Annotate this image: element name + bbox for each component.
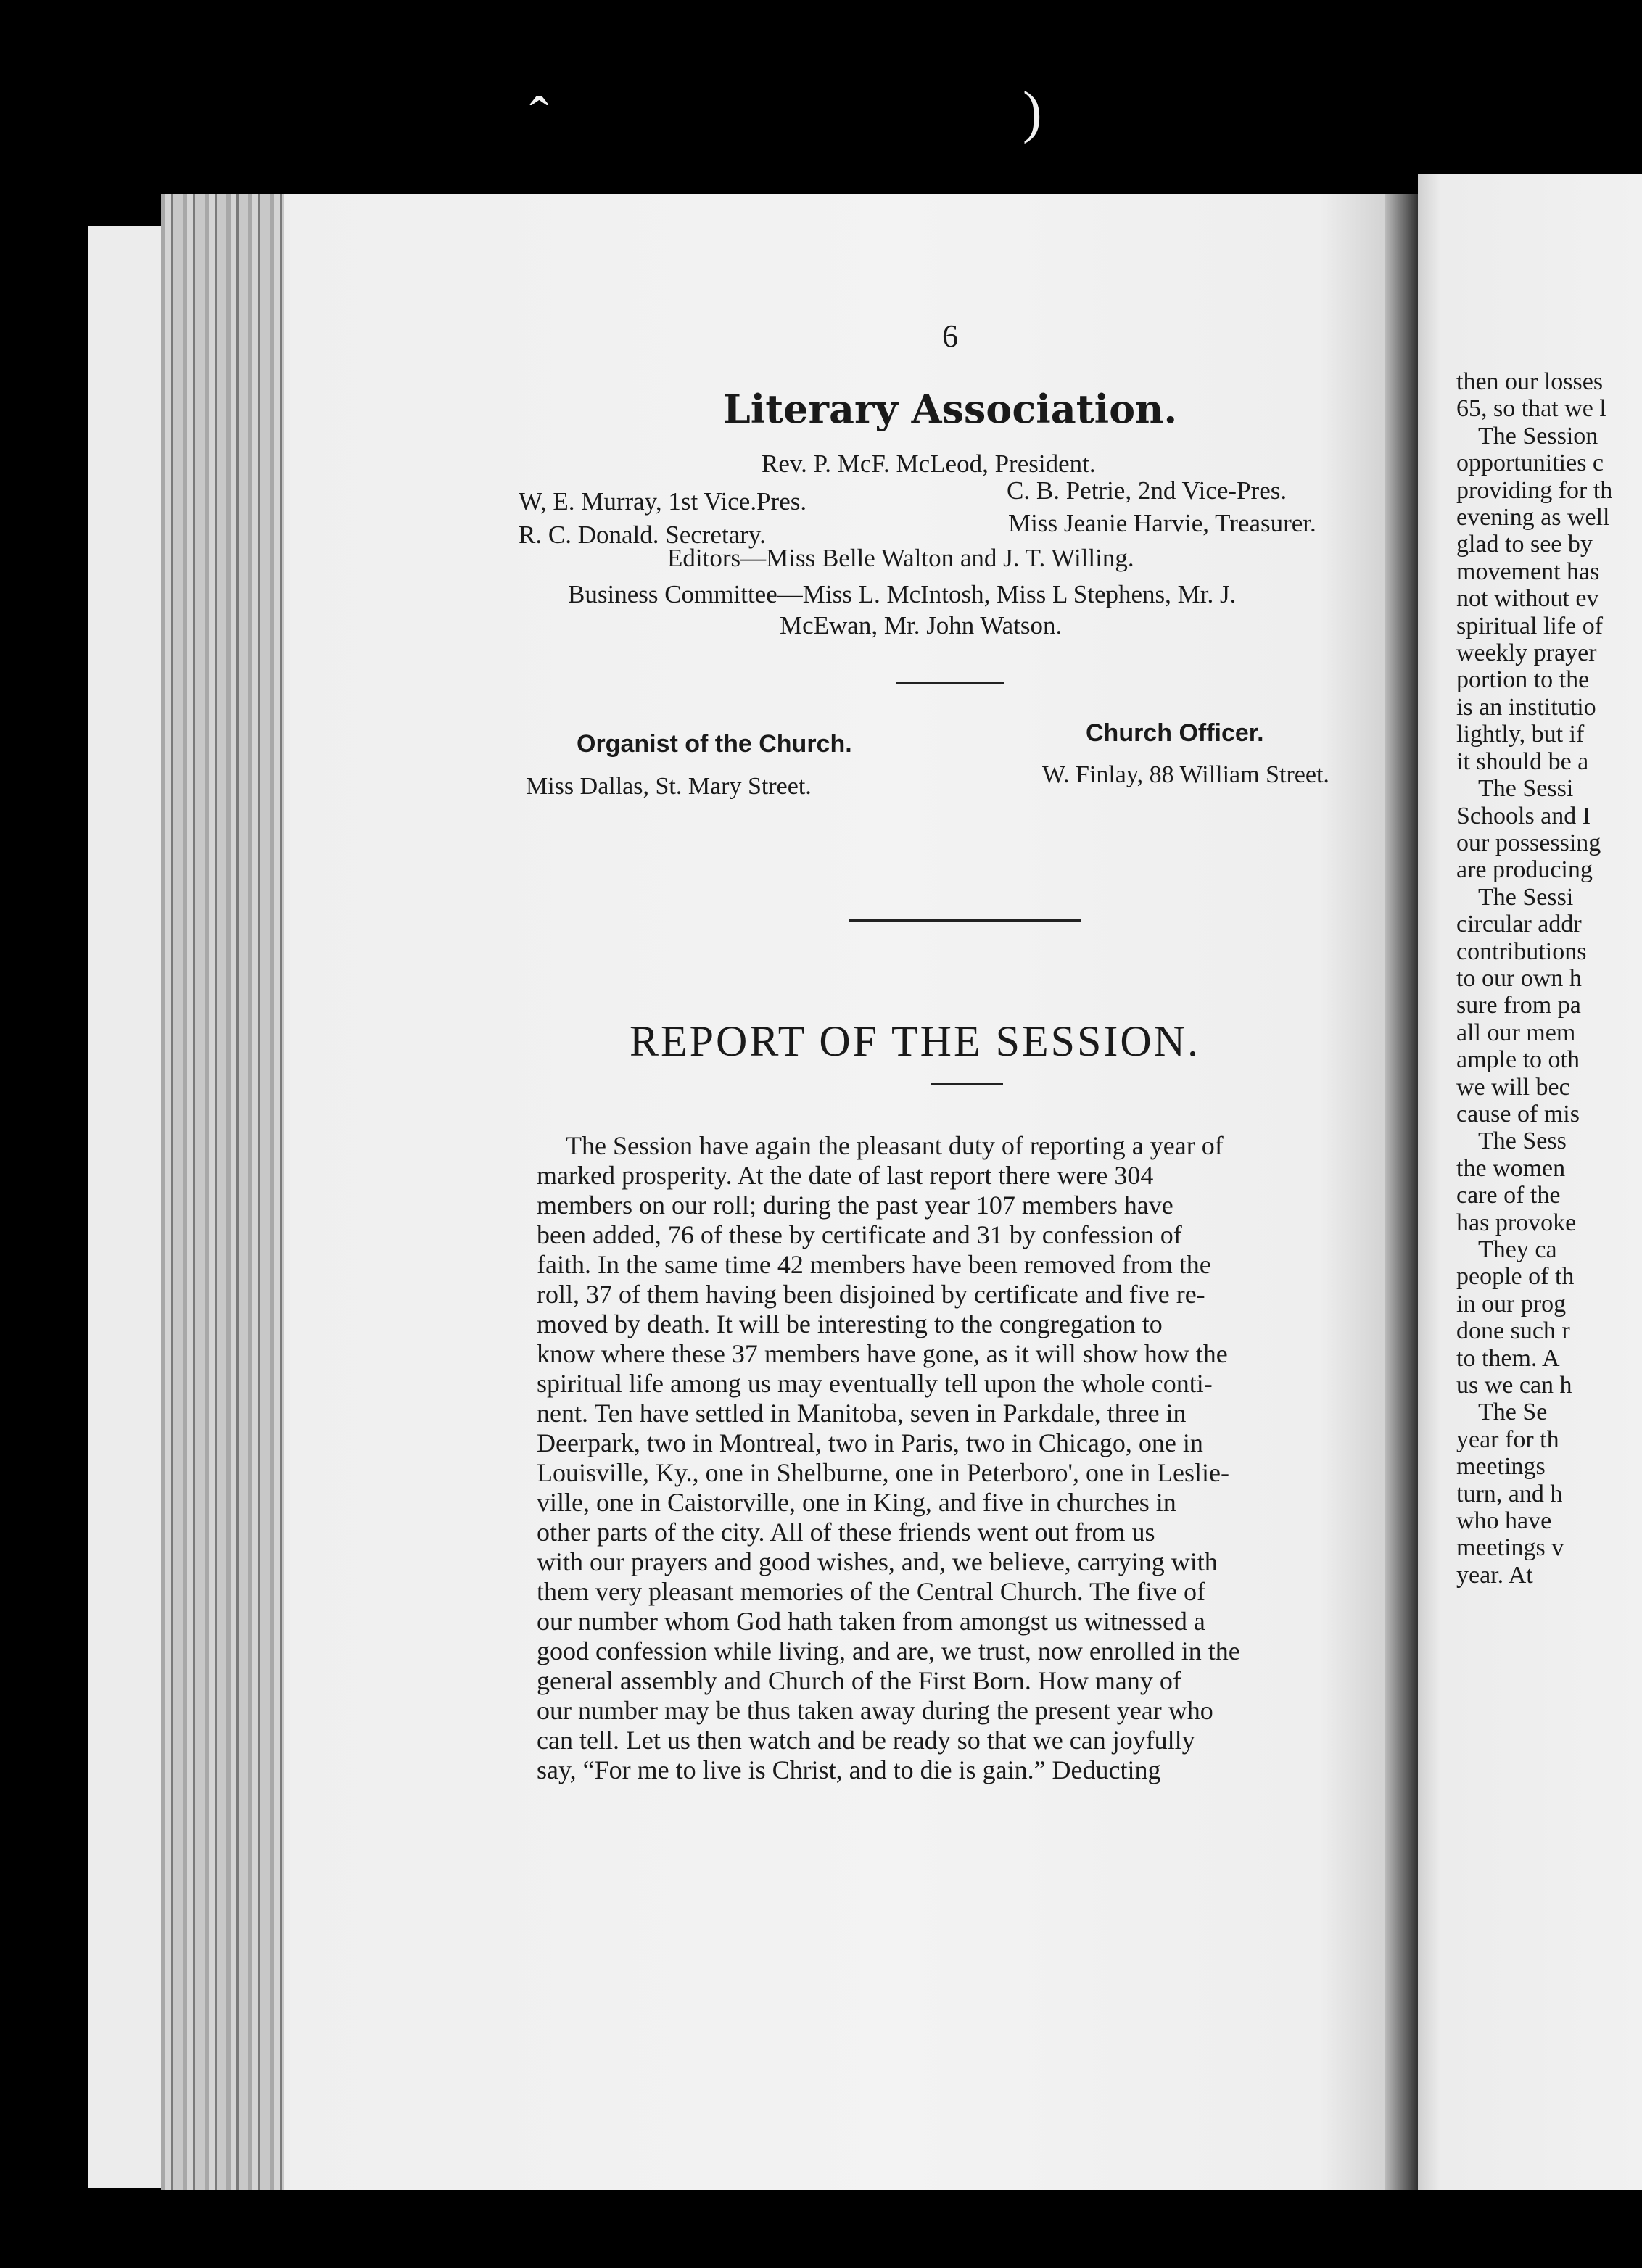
report-line: roll, 37 of them having been disjoined by certificate and five re- [537,1280,1205,1309]
right-line: glad to see by [1456,531,1593,558]
right-line: lightly, but if [1456,721,1585,748]
right-line: The Sessi [1478,883,1574,911]
right-line: who have [1456,1507,1552,1535]
second-vice-president: C. B. Petrie, 2nd Vice-Pres. [1007,476,1287,505]
right-line: The Sessi [1478,775,1574,803]
right-line: we will bec [1456,1073,1570,1101]
page-number: 6 [942,318,958,354]
right-line: has provoke [1456,1209,1577,1236]
report-line: nent. Ten have settled in Manitoba, seven in Parkdale, three in [537,1399,1187,1428]
right-line: done such r [1456,1317,1570,1345]
treasurer-line: Miss Jeanie Harvie, Treasurer. [1008,509,1316,537]
right-line: providing for th [1456,476,1613,504]
organist-name: Miss Dallas, St. Mary Street. [526,773,812,800]
editors-line: Editors—Miss Belle Walton and J. T. Willing. [667,544,1134,572]
report-body [537,1131,1407,1785]
report-line: general assembly and Church of the First Born. How many of [537,1666,1181,1695]
report-line: good confession while living, and are, we trust, now enrolled in the [537,1636,1240,1665]
organist-heading: Organist of the Church. [577,730,852,758]
right-line: contributions [1456,938,1587,965]
right-line: year. At [1456,1561,1533,1589]
secretary-line: R. C. Donald. Secretary. [519,521,766,549]
right-page-text [1456,368,1642,1589]
right-line: The Session [1478,422,1598,450]
right-line: spiritual life of [1456,612,1604,640]
report-line: Louisville, Ky., one in Shelburne, one in Peterboro', one in Leslie- [537,1458,1229,1487]
right-line: care of the [1456,1182,1561,1209]
right-line: us we can h [1456,1372,1572,1399]
page-stack-edges [161,194,284,2190]
right-line: people of th [1456,1263,1575,1291]
report-line: them very pleasant memories of the Central Church. The five of [537,1577,1206,1606]
report-line: Deerpark, two in Montreal, two in Paris, two in Chicago, one in [537,1428,1203,1457]
business-committee-line-2: McEwan, Mr. John Watson. [780,611,1063,640]
report-line: with our prayers and good wishes, and, we believe, carrying with [537,1547,1218,1576]
report-line: moved by death. It will be interesting to the congregation to [537,1309,1163,1338]
title-underline [931,1083,1003,1085]
right-line: portion to the [1456,666,1590,694]
report-line: know where these 37 members have gone, as it will show how the [537,1339,1228,1368]
right-line: then our losses [1456,368,1604,395]
right-line: circular addr [1456,911,1582,938]
report-line: our number whom God hath taken from amongst us witnessed a [537,1607,1205,1636]
right-line: evening as well [1456,504,1610,531]
business-committee-line-1: Business Committee—Miss L. McIntosh, Miss L Stephens, Mr. J. [568,580,1237,608]
right-line: They ca [1478,1236,1557,1263]
right-line: movement has [1456,558,1600,585]
right-line: it should be a [1456,748,1589,775]
film-mark-right: ) [1023,80,1042,144]
right-line: is an institutio [1456,693,1596,721]
church-officer-heading: Church Officer. [1086,719,1264,747]
report-line: can tell. Let us then watch and be ready so that we can joyfully [537,1726,1195,1755]
divider-short [896,682,1004,684]
right-line: sure from pa [1456,992,1581,1019]
report-line: ville, one in Caistorville, one in King, and five in churches in [537,1488,1176,1517]
right-line: all our mem [1456,1019,1576,1046]
right-line: weekly prayer [1456,640,1597,667]
church-officer-name: W. Finlay, 88 William Street. [1042,761,1329,788]
right-line: opportunities c [1456,450,1604,477]
literary-association-heading: Literary Association. [722,386,1178,432]
report-line: spiritual life among us may eventually tell upon the whole conti- [537,1369,1213,1398]
right-line: year for th [1456,1425,1559,1453]
president-line: Rev. P. McF. McLeod, President. [762,450,1096,478]
right-line: are producing [1456,856,1593,884]
report-title: REPORT OF THE SESSION. [630,1017,1200,1065]
right-line: to our own h [1456,964,1582,992]
right-line: ample to oth [1456,1046,1580,1074]
right-line: 65, so that we l [1456,395,1606,423]
report-line: The Session have again the pleasant duty of reporting a year of [566,1131,1224,1160]
right-line: turn, and h [1456,1480,1563,1507]
right-line: in our prog [1456,1290,1567,1317]
right-line: meetings [1456,1453,1546,1481]
right-line: meetings v [1456,1534,1564,1562]
book-cover-edge [88,226,161,2188]
report-line: been added, 76 of these by certificate and 31 by confession of [537,1220,1182,1249]
right-line: not without ev [1456,585,1599,613]
right-line: to them. A [1456,1344,1560,1372]
first-vice-president: W, E. Murray, 1st Vice.Pres. [519,487,807,516]
right-line: Schools and I [1456,802,1591,829]
right-line: our possessing [1456,829,1601,856]
right-line: The Sess [1478,1127,1567,1155]
report-line: marked prosperity. At the date of last report there were 304 [537,1161,1154,1190]
film-mark-left: ˆ [529,86,549,150]
report-line: other parts of the city. All of these friends went out from us [537,1518,1155,1547]
right-line: the women [1456,1154,1566,1182]
right-line: cause of mis [1456,1100,1580,1127]
report-line: our number may be thus taken away during the present year who [537,1696,1213,1725]
right-line: The Se [1478,1399,1548,1426]
report-line: say, “For me to live is Christ, and to die is gain.” Deducting [537,1755,1161,1784]
report-line: faith. In the same time 42 members have been removed from the [537,1250,1211,1279]
report-line: members on our roll; during the past year 107 members have [537,1191,1173,1220]
divider-double [849,919,1081,922]
